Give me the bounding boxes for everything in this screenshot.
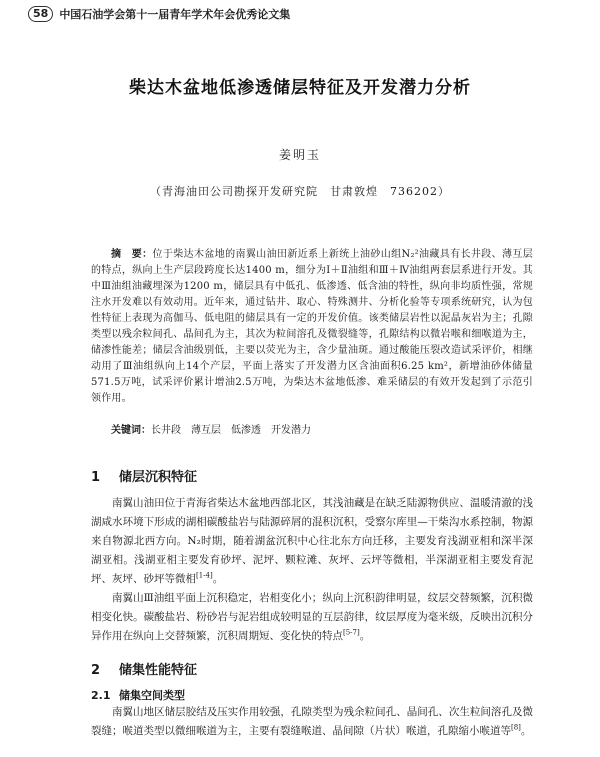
author-affiliation: （青海油田公司勘探开发研究院 甘肃敦煌 736202） xyxy=(150,185,450,198)
subsection-title: 储集空间类型 xyxy=(119,689,185,702)
section-title: 储层沉积特征 xyxy=(119,470,198,485)
section-number: 2 xyxy=(91,663,101,678)
paper-title: 柴达木盆地低渗透储层特征及开发潜力分析 xyxy=(129,78,471,98)
section-heading-2 xyxy=(91,659,197,678)
abstract-text: 位于柴达木盆地的南翼山油田新近系上新统上油砂山组N₂²油藏具有长井段、薄互层的特点，纵向上生产层段跨度长达1400 m，细分为Ⅰ＋Ⅱ油组和Ⅲ＋Ⅳ油组两套层系进行开发。其中Ⅲ油组油藏埋深为1200 m，储层具有中低孔、低渗透、低含油的特性，纵向非均质性强，常规注水开发难以有效动用。近年来，通过钻井、取心、特殊测井、分析化验等专项系统研究，认为包性特征上表现为高伽马、低电阻的储层具有一定的开发价值。该类储层岩性以泥晶灰岩为主；孔隙类型以残余粒间孔、晶间孔为主，其次为粒间溶孔及微裂缝等，孔隙结构以微岩喉和细喉道为主，储渗性能差；储层含油级别低，主要以荧光为主，含少量油斑。通过酸能压裂改造试采评价，相继动用了Ⅲ油组纵向上14个产层，平面上落实了开发潜力区含油面积6.25 km²，新增油砂体储量571.5万吨，试采评价累计增油2.5万吨，为柴达木盆地低渗、难采储层的有效开发起到了示范引领作用。 xyxy=(91,249,533,404)
section-title: 储集性能特征 xyxy=(119,663,198,678)
author-name: 姜明玉 xyxy=(278,148,321,162)
paragraph: 南翼山油田位于青海省柴达木盆地西部北区，其浅油藏是在缺乏陆源物供应、温暖清澈的浅湖咸水环境下形成的湖相碳酸盐岩与陆源碎屑的混积沉积，受察尔库里—干柴沟水系控制，物源来自物源北西方向。N₂时期，随着湖盆沉积中心往北东方向迁移，主要发育浅湖亚相和深半深湖亚相。浅湖亚相主要发育砂坪、泥坪、颗粒滩、灰坪、云坪等微相，半深湖亚相主要发育泥坪、灰坪、砂坪等微相[1-4]。 xyxy=(91,497,533,585)
paragraph-text: 南翼山Ⅲ油组平面上沉积稳定，岩相变化小；纵向上沉积韵律明显，纹层交替频繁，沉积微相变化快。碳酸盐岩、粉砂岩与泥岩组成较明显的互层韵律，纹层厚度为毫米级，反映出沉积分异作用在纵向上交替频繁，沉积周期短、变化快的特点 xyxy=(91,592,533,642)
paragraph: 南翼山Ⅲ油组平面上沉积稳定，岩相变化小；纵向上沉积韵律明显，纹层交替频繁，沉积微相变化快。碳酸盐岩、粉砂岩与泥岩组成较明显的互层韵律，纹层厚度为毫米级，反映出沉积分异作用在纵向上交替频繁，沉积周期短、变化快的特点[5-7]。 xyxy=(91,592,533,642)
citation: [8] xyxy=(511,723,521,732)
subsection-heading xyxy=(91,687,185,703)
subsection-number: 2.1 xyxy=(91,689,111,702)
paragraph-text: 南翼山油田位于青海省柴达木盆地西部北区，其浅油藏是在缺乏陆源物供应、温暖清澈的浅湖咸水环境下形成的湖相碳酸盐岩与陆源碎屑的混积沉积，受察尔库里—干柴沟水系控制，物源来自物源北西方向。N₂时期，随着湖盆沉积中心往北东方向迁移，主要发育浅湖亚相和深半深湖亚相。浅湖亚相主要发育砂坪、泥坪、颗粒滩、灰坪、云坪等微相，半深湖亚相主要发育泥坪、灰坪、砂坪等微相 xyxy=(91,497,533,585)
paragraph-text: 南翼山地区储层胶结及压实作用较强，孔隙类型为残余粒间孔、晶间孔、次生粒间溶孔及微裂缝；喉道类型以微细喉道为主，主要有裂缝喉道、晶间隙（片状）喉道，孔隙缩小喉道等 xyxy=(91,706,533,737)
keywords-label: 关键词： xyxy=(111,425,151,436)
section-heading-1 xyxy=(91,466,197,485)
abstract xyxy=(91,247,533,407)
citation: [1-4] xyxy=(196,571,213,580)
journal-title: 中国石油学会第十一届青年学术年会优秀论文集 xyxy=(59,8,291,21)
section-number: 1 xyxy=(91,470,101,485)
paragraph: 南翼山地区储层胶结及压实作用较强，孔隙类型为残余粒间孔、晶间孔、次生粒间溶孔及微裂缝；喉道类型以微细喉道为主，主要有裂缝喉道、晶间隙（片状）喉道，孔隙缩小喉道等[8]。 xyxy=(91,706,533,737)
citation: [5-7] xyxy=(343,628,360,637)
keywords xyxy=(91,421,533,436)
page-number: 58 xyxy=(28,6,53,22)
running-header xyxy=(28,6,578,22)
keywords-text: 长井段 薄互层 低渗透 开发潜力 xyxy=(151,425,311,436)
abstract-label: 摘 要： xyxy=(111,249,153,260)
